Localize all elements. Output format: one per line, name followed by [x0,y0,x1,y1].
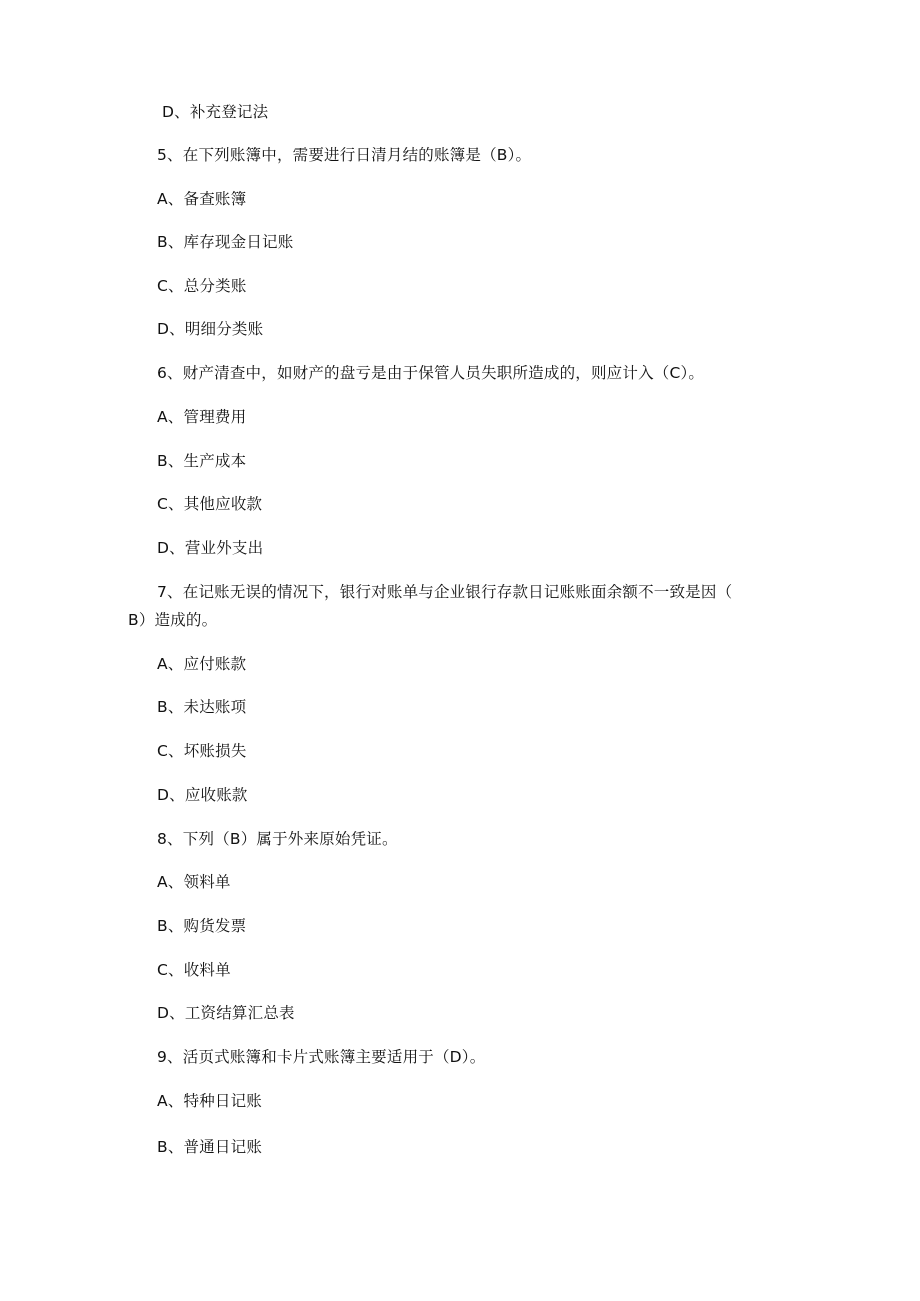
option-c-q6: C、其他应收款 [157,495,263,513]
question-7-line-2: B）造成的。 [128,611,218,629]
question-7-line-1: 7、在记账无误的情况下，银行对账单与企业银行存款日记账账面余额不一致是因（ [157,583,733,601]
option-a-q9: A、特种日记账 [157,1092,263,1110]
option-b-q5: B、库存现金日记账 [157,233,294,251]
question-9: 9、活页式账簿和卡片式账簿主要适用于（D）。 [157,1048,486,1066]
option-d-q7: D、应收账款 [157,786,248,804]
option-d-q8: D、工资结算汇总表 [157,1004,295,1022]
option-d-q4: D、补充登记法 [162,103,269,121]
option-b-q6: B、生产成本 [157,452,247,470]
option-b-q8: B、购货发票 [157,917,247,935]
option-a-q7: A、应付账款 [157,655,247,673]
option-c-q7: C、坏账损失 [157,742,247,760]
option-b-q7: B、未达账项 [157,698,247,716]
question-8: 8、下列（B）属于外来原始凭证。 [157,830,398,848]
option-a-q8: A、领料单 [157,873,231,891]
question-5: 5、在下列账簿中，需要进行日清月结的账簿是（B）。 [157,146,532,164]
option-a-q6: A、管理费用 [157,408,247,426]
option-a-q5: A、备查账簿 [157,190,247,208]
option-d-q5: D、明细分类账 [157,320,264,338]
option-b-q9: B、普通日记账 [157,1138,263,1156]
option-d-q6: D、营业外支出 [157,539,264,557]
option-c-q8: C、收料单 [157,961,231,979]
question-6: 6、财产清查中，如财产的盘亏是由于保管人员失职所造成的，则应计入（C）。 [157,364,705,382]
option-c-q5: C、总分类账 [157,277,247,295]
